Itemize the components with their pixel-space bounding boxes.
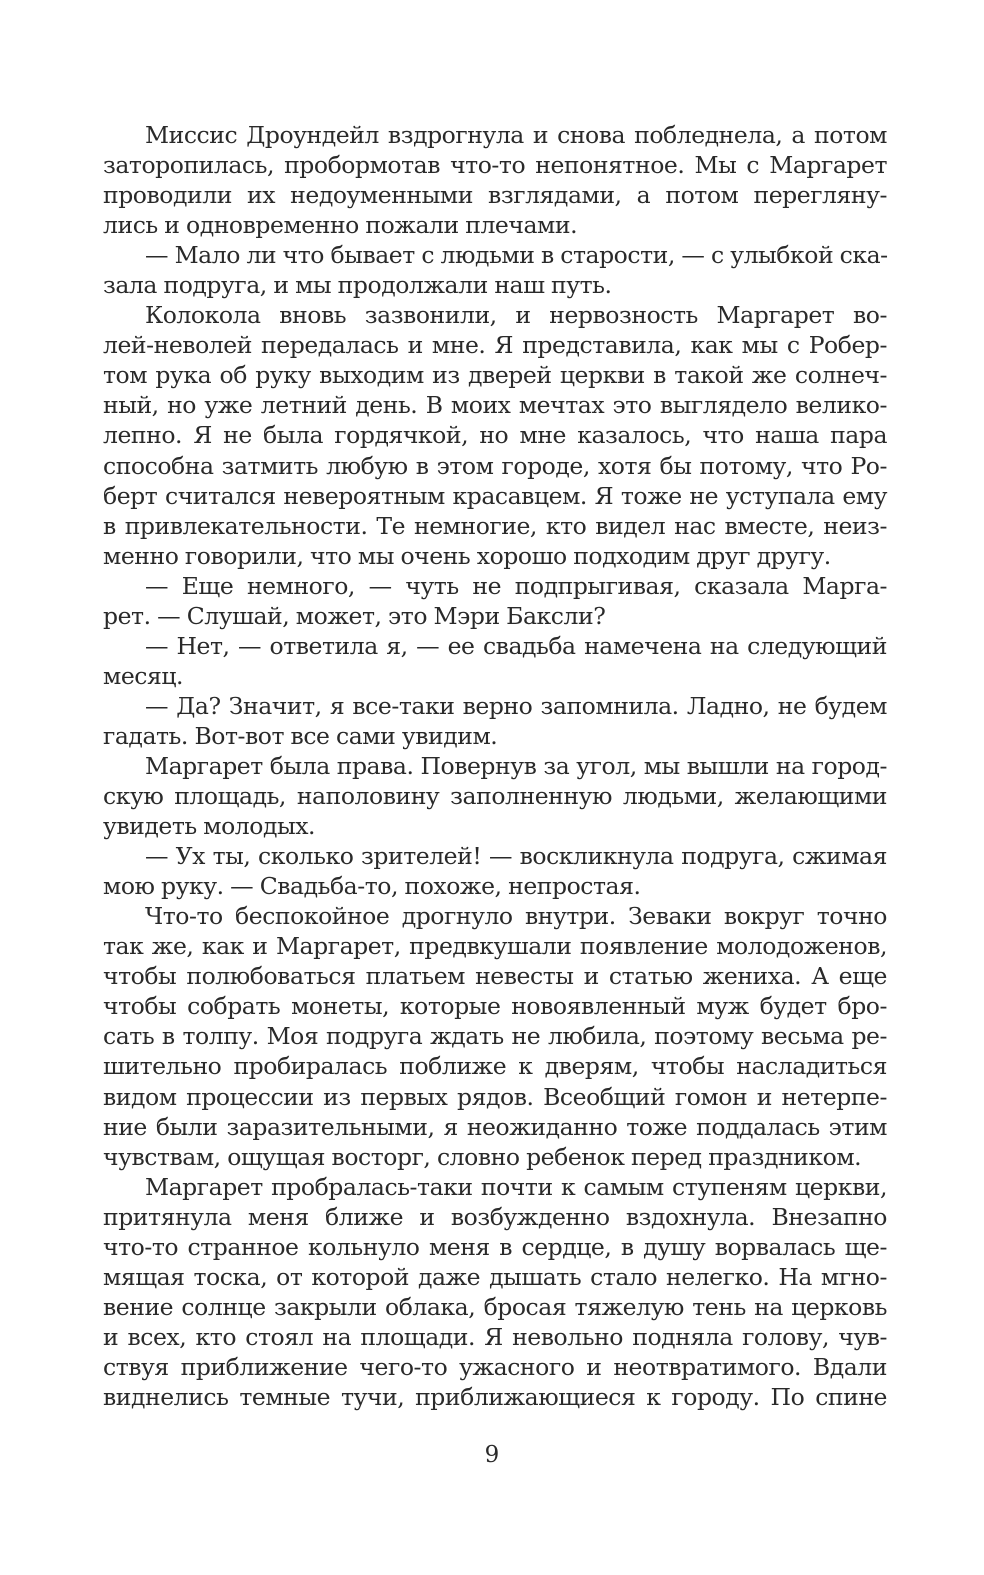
text-line: менно говорили, что мы очень хорошо подходим друг другу. (103, 541, 831, 570)
text-line: — Мало ли что бывает с людьми в старости, — с улыбкой ска- (145, 241, 888, 270)
text-line: берт считался невероятным красавцем. Я тоже не уступала ему (103, 481, 887, 510)
text-line: мою руку. — Свадьба-то, похоже, непростая. (103, 872, 641, 901)
text-line: лись и одновременно пожали плечами. (103, 211, 578, 240)
text-line: увидеть молодых. (103, 812, 316, 841)
text-line: сать в толпу. Моя подруга ждать не любила, поэтому весьма ре- (103, 1022, 887, 1051)
text-line: и всех, кто стоял на площади. Я невольно подняла голову, чув- (103, 1322, 887, 1351)
text-line: — Да? Значит, я все-таки верно запомнила. Ладно, не будем (145, 691, 887, 720)
text-line: зала подруга, и мы продолжали наш путь. (103, 271, 612, 300)
text-line: виднелись темные тучи, приближающиеся к городу. По спине (103, 1382, 887, 1411)
text-line: притянула меня ближе и возбужденно вздохнула. Внезапно (103, 1202, 887, 1231)
text-line: заторопилась, пробормотав что-то непонятное. Мы с Маргарет (103, 151, 887, 180)
text-line: — Ух ты, сколько зрителей! — воскликнула подруга, сжимая (145, 842, 887, 871)
text-line: лепно. Я не была гордячкой, но мне казалось, что наша пара (103, 421, 887, 450)
text-line: — Еще немного, — чуть не подпрыгивая, сказала Марга- (145, 571, 887, 600)
text-line: ствуя приближение чего-то ужасного и неотвратимого. Вдали (103, 1352, 887, 1381)
body-text (103, 120, 887, 1412)
text-line: Что-то беспокойное дрогнуло внутри. Зеваки вокруг точно (145, 902, 887, 931)
text-line: том рука об руку выходим из дверей церкви в такой же солнеч- (103, 361, 887, 390)
text-line: лей-неволей передалась и мне. Я представила, как мы с Робер- (103, 331, 887, 360)
text-line: — Нет, — ответила я, — ее свадьба намечена на следующий (145, 631, 887, 660)
text-line: рет. — Слушай, может, это Мэри Баксли? (103, 601, 606, 630)
text-line: шительно пробиралась поближе к дверям, чтобы насладиться (103, 1052, 887, 1081)
text-line: так же, как и Маргарет, предвкушали появление молодоженов, (103, 932, 887, 961)
text-line: Маргарет была права. Повернув за угол, мы вышли на город- (145, 751, 887, 780)
text-line: вение солнце закрыли облака, бросая тяжелую тень на церковь (103, 1292, 887, 1321)
text-line: месяц. (103, 661, 184, 690)
text-line: ние были заразительными, я неожиданно тоже поддалась этим (103, 1112, 887, 1141)
text-line: в привлекательности. Те немногие, кто видел нас вместе, неиз- (103, 511, 887, 540)
text-line: способна затмить любую в этом городе, хотя бы потому, что Ро- (103, 451, 887, 480)
text-line: видом процессии из первых рядов. Всеобщий гомон и нетерпе- (103, 1082, 887, 1111)
text-line: Миссис Дроундейл вздрогнула и снова побледнела, а потом (145, 121, 887, 149)
text-line: чтобы собрать монеты, которые новоявленный муж будет бро- (103, 992, 887, 1021)
text-line: Колокола вновь зазвонили, и нервозность Маргарет во- (145, 301, 887, 330)
text-line: мящая тоска, от которой даже дышать стало нелегко. На мгно- (103, 1262, 887, 1291)
text-line: проводили их недоуменными взглядами, а потом перегляну- (103, 181, 887, 210)
text-line: гадать. Вот-вот все сами увидим. (103, 721, 498, 750)
text-line: чтобы полюбоваться платьем невесты и статью жениха. А еще (103, 962, 887, 991)
text-line: чувствам, ощущая восторг, словно ребенок перед праздником. (103, 1142, 862, 1171)
text-line: что-то странное кольнуло меня в сердце, в душу ворвалась ще- (103, 1232, 887, 1261)
text-line: скую площадь, наполовину заполненную людьми, желающими (103, 782, 887, 811)
page-number: 9 (484, 1442, 500, 1468)
text-line: ный, но уже летний день. В моих мечтах это выглядело велико- (103, 391, 887, 420)
text-line: Маргарет пробралась-таки почти к самым ступеням церкви, (145, 1172, 887, 1201)
